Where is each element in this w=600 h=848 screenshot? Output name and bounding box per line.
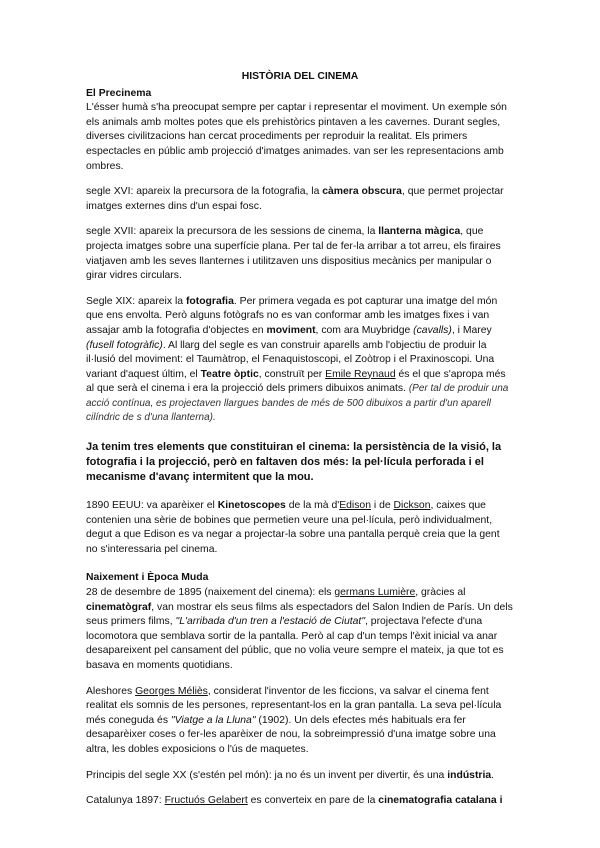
paragraph-melies: Aleshores Georges Méliès, considerat l'inventor de les ficcions, va salvar el cinema fent realitat els somnis de les persones, representant-los en la gran pantalla. La seva pel·lícula més coneguda és "Viatge a la Lluna" (1902). Un dels efectes més habituals era fer desaparèixer coses o fer-les aparèixer de nou, la sobreimpressió d'una imatge sobre una altra, les dobles exposicions o l'ús de maquetes. (86, 685, 502, 755)
term-industria: indústria (447, 769, 492, 781)
link-emile-reynaud[interactable]: Emile Reynaud (325, 368, 396, 380)
paragraph-lumiere: 28 de desembre de 1895 (naixement del cinema): els germans Lumière, gràcies al cinematògraf, van mostrar els seus films als espectadors del Salon Indien de París. Un dels seus primers films, "L'arribada d'un tren a l'estació de Ciutat", projectava l'efecte d'una locomotora que semblava sortir de la pantalla. Però al cap d'un temps l'èxit inicial va anar desapareixent pel cansament del públic, que no volia veure sempre el mateix, ja que tot es basava en moments quotidians. (86, 587, 513, 671)
paragraph-kinetoscope: 1890 EEUU: va aparèixer el Kinetoscopes de la mà d'Edison i de Dickson, caixes que contenien una sèrie de bobines que permetien veure una pel·lícula, però individualment, degut a que Edison es va negar a projectar-la sobre una pantalla perquè creia que la gent no s'interessaria pel cinema. (86, 500, 500, 555)
paragraph-catalunya: Catalunya 1897: Fructuós Gelabert es converteix en pare de la cinematografia catalana i (86, 795, 503, 807)
paragraph-industria: Principis del segle XX (s'estén pel món): ja no és un invent per divertir, és una indústria. (86, 769, 495, 781)
term-kinetoscopes: Kinetoscopes (217, 500, 286, 512)
term-llanterna-magica: llanterna màgica (378, 226, 461, 238)
note-bandes: (Per tal de produir una acció contínua, es projectaven llargues bandes de més de 500 dibuixos a partir d'un aparell cilíndric de s d'una llanterna). (86, 383, 509, 424)
link-georges-melies[interactable]: Georges Méliès (135, 685, 208, 697)
paragraph-segle-xvi: segle XVI: apareix la precursora de la fotografia, la càmera obscura, que permet projectar imatges externes dins d'un espai fosc. (86, 186, 504, 212)
term-teatre-optic: Teatre òptic (200, 368, 259, 380)
link-edison[interactable]: Edison (339, 500, 371, 512)
term-cinematografia-catalana: cinematografia catalana i (378, 795, 503, 807)
link-dickson[interactable]: Dickson (393, 500, 431, 512)
document-title: HISTÒRIA DEL CINEMA (241, 71, 359, 82)
term-camera-obscura: càmera obscura (322, 186, 402, 198)
paragraph-elements: Ja tenim tres elements que constituiran el cinema: la persistència de la visió, la fotografia i la projecció, però en faltaven dos més: la pel·lícula perforada i el mecanisme d'avanç intermitent que la mou. (86, 441, 502, 484)
term-fotografia: fotografia (185, 295, 234, 307)
term-cinematograf: cinematògraf (86, 601, 152, 613)
paragraph-segle-xvii: segle XVII: apareix la precursora de les sessions de cinema, la llanterna màgica, que projecta imatges sobre una superfície plana. Per tal de fer-la arribar a tot arreu, els firaires viatjaven amb les seves llanternes i utilitzaven uns dispositius mecànics per manipular o girar vidres circulars. (86, 226, 501, 282)
paragraph-intro: L'ésser humà s'ha preocupat sempre per captar i representar el moviment. Un exemple són els animals amb moltes potes que els prehistòrics pintaven a les cavernes. Durant segles, diverses civilitzacions han cercat procediments per reproduir la realitat. Els primers espectacles en públic amb projecció d'imatges animades. van ser les representacions amb ombres. (86, 102, 507, 172)
section-heading-precinema: El Precinema (86, 87, 152, 99)
link-fructuos-gelabert[interactable]: Fructuós Gelabert (164, 795, 248, 807)
paragraph-segle-xix: Segle XIX: apareix la fotografia. Per primera vegada es pot capturar una imatge del món que ens envolta. Però alguns fotògrafs no es van conformar amb les imatges fixes i van assajar amb la fotografia d'objectes en moviment, com ara Muybridge (cavalls), i Marey (fusell fotogràfic). Al llarg del segle es van construir aparells amb l'objectiu de produir la il·lusió del moviment: el Taumàtrop, el Fenaquistoscopi, el Zoòtrop i el Praxinoscopi. Una variant d'aquest últim, el Teatre òptic, construït per Emile Reynaud és el que s'apropa més al que serà el cinema i era la projecció dels primers dibuixos animats. (Per tal de produir una acció contínua, es projectaven llargues bandes de més de 500 dibuixos a partir d'un aparell cilíndric de s d'una llanterna). (86, 295, 509, 424)
term-moviment: moviment (266, 324, 316, 336)
section-heading-epoca-muda: Naixement i Època Muda (86, 572, 209, 584)
link-germans-lumiere[interactable]: germans Lumière (334, 587, 416, 599)
